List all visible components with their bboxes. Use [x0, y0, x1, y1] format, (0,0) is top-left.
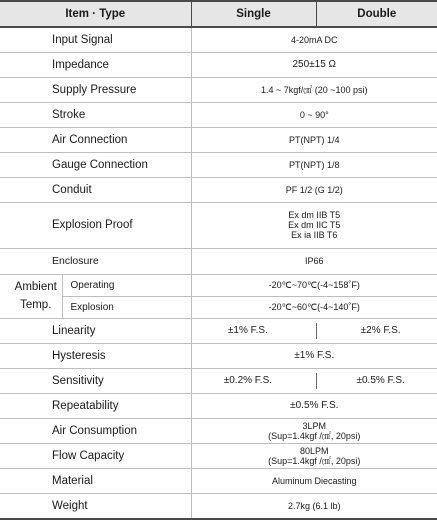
row-label: Sensitivity — [0, 368, 191, 393]
linearity-single: ±1% F.S. — [227, 325, 268, 336]
explosion-value: -20℃~60℃(-4~140˚F) — [191, 296, 437, 318]
row-label: Weight — [0, 493, 191, 519]
row-explosion-proof — [0, 202, 437, 248]
row-label: Conduit — [0, 177, 191, 202]
operating-value: -20℃~70℃(-4~158˚F) — [191, 274, 437, 296]
explosion-line-3: Ex ia IIB T6 — [291, 230, 338, 240]
row-value: PT(NPT) 1/4 — [191, 127, 437, 152]
row-value — [191, 418, 437, 443]
row-label: Gauge Connection — [0, 152, 191, 177]
row-value: Aluminum Diecasting — [191, 468, 437, 493]
row-value: IP66 — [191, 248, 437, 274]
air-consumption-line-1: 3LPM — [302, 420, 327, 431]
row-value: ±1% F.S. — [191, 343, 437, 368]
header-double: Double — [316, 1, 437, 27]
row-value: 2.7kg (6.1 lb) — [191, 493, 437, 519]
row-supply-pressure — [0, 77, 437, 102]
row-flow-capacity — [0, 443, 437, 468]
flow-capacity-line-2: (Sup=1.4kgf /㎠, 20psi) — [268, 455, 361, 466]
row-label: Hysteresis — [0, 343, 191, 368]
row-values — [191, 318, 437, 343]
row-stroke — [0, 102, 437, 127]
row-value: PF 1/2 (G 1/2) — [191, 177, 437, 202]
row-air-consumption — [0, 418, 437, 443]
row-repeatability — [0, 393, 437, 418]
row-linearity — [0, 318, 437, 343]
row-enclosure — [0, 248, 437, 274]
row-weight — [0, 493, 437, 519]
explosion-line-2: Ex dm IIC T5 — [288, 220, 341, 230]
row-impedance — [0, 52, 437, 77]
row-gauge-connection — [0, 152, 437, 177]
row-values — [191, 368, 437, 393]
row-label: Stroke — [0, 102, 191, 127]
linearity-double: ±2% F.S. — [360, 325, 401, 336]
explosion-line-1: Ex dm IIB T5 — [288, 210, 341, 220]
row-value: 4-20mA DC — [191, 27, 437, 52]
row-sensitivity — [0, 368, 437, 393]
row-value: ±0.5% F.S. — [191, 393, 437, 418]
ambient-temp-label — [0, 274, 62, 318]
table-header — [0, 1, 437, 27]
row-value: 250±15 Ω — [191, 52, 437, 77]
row-label: Flow Capacity — [0, 443, 191, 468]
header-single: Single — [191, 1, 316, 27]
row-label: Air Connection — [0, 127, 191, 152]
header-item-type: Item · Type — [0, 1, 191, 27]
ambient-label-line1: Ambient — [14, 281, 57, 293]
row-material — [0, 468, 437, 493]
row-label: Linearity — [0, 318, 191, 343]
row-value — [191, 202, 437, 248]
row-label: Repeatability — [0, 393, 191, 418]
row-value — [191, 443, 437, 468]
ambient-label-line2: Temp. — [20, 299, 52, 311]
row-label: Air Consumption — [0, 418, 191, 443]
row-value: PT(NPT) 1/8 — [191, 152, 437, 177]
row-ambient-explosion — [0, 296, 437, 318]
row-label: Input Signal — [0, 27, 191, 52]
row-conduit — [0, 177, 437, 202]
row-label: Material — [0, 468, 191, 493]
row-label: Enclosure — [0, 248, 191, 274]
sensitivity-double: ±0.5% F.S. — [356, 375, 405, 386]
row-hysteresis — [0, 343, 437, 368]
row-label: Supply Pressure — [0, 77, 191, 102]
row-air-connection — [0, 127, 437, 152]
flow-capacity-line-1: 80LPM — [300, 445, 329, 456]
row-value: 0 ~ 90° — [191, 102, 437, 127]
explosion-label: Explosion — [62, 296, 191, 318]
row-label: Impedance — [0, 52, 191, 77]
air-consumption-line-2: (Sup=1.4kgf /㎠, 20psi) — [268, 430, 361, 441]
sensitivity-single: ±0.2% F.S. — [223, 375, 273, 386]
row-label: Explosion Proof — [0, 202, 191, 248]
row-value: 1.4 ~ 7kgf/㎠ (20 ~100 psi) — [191, 77, 437, 102]
operating-label: Operating — [62, 274, 191, 296]
row-input-signal — [0, 27, 437, 52]
row-ambient-operating — [0, 274, 437, 296]
